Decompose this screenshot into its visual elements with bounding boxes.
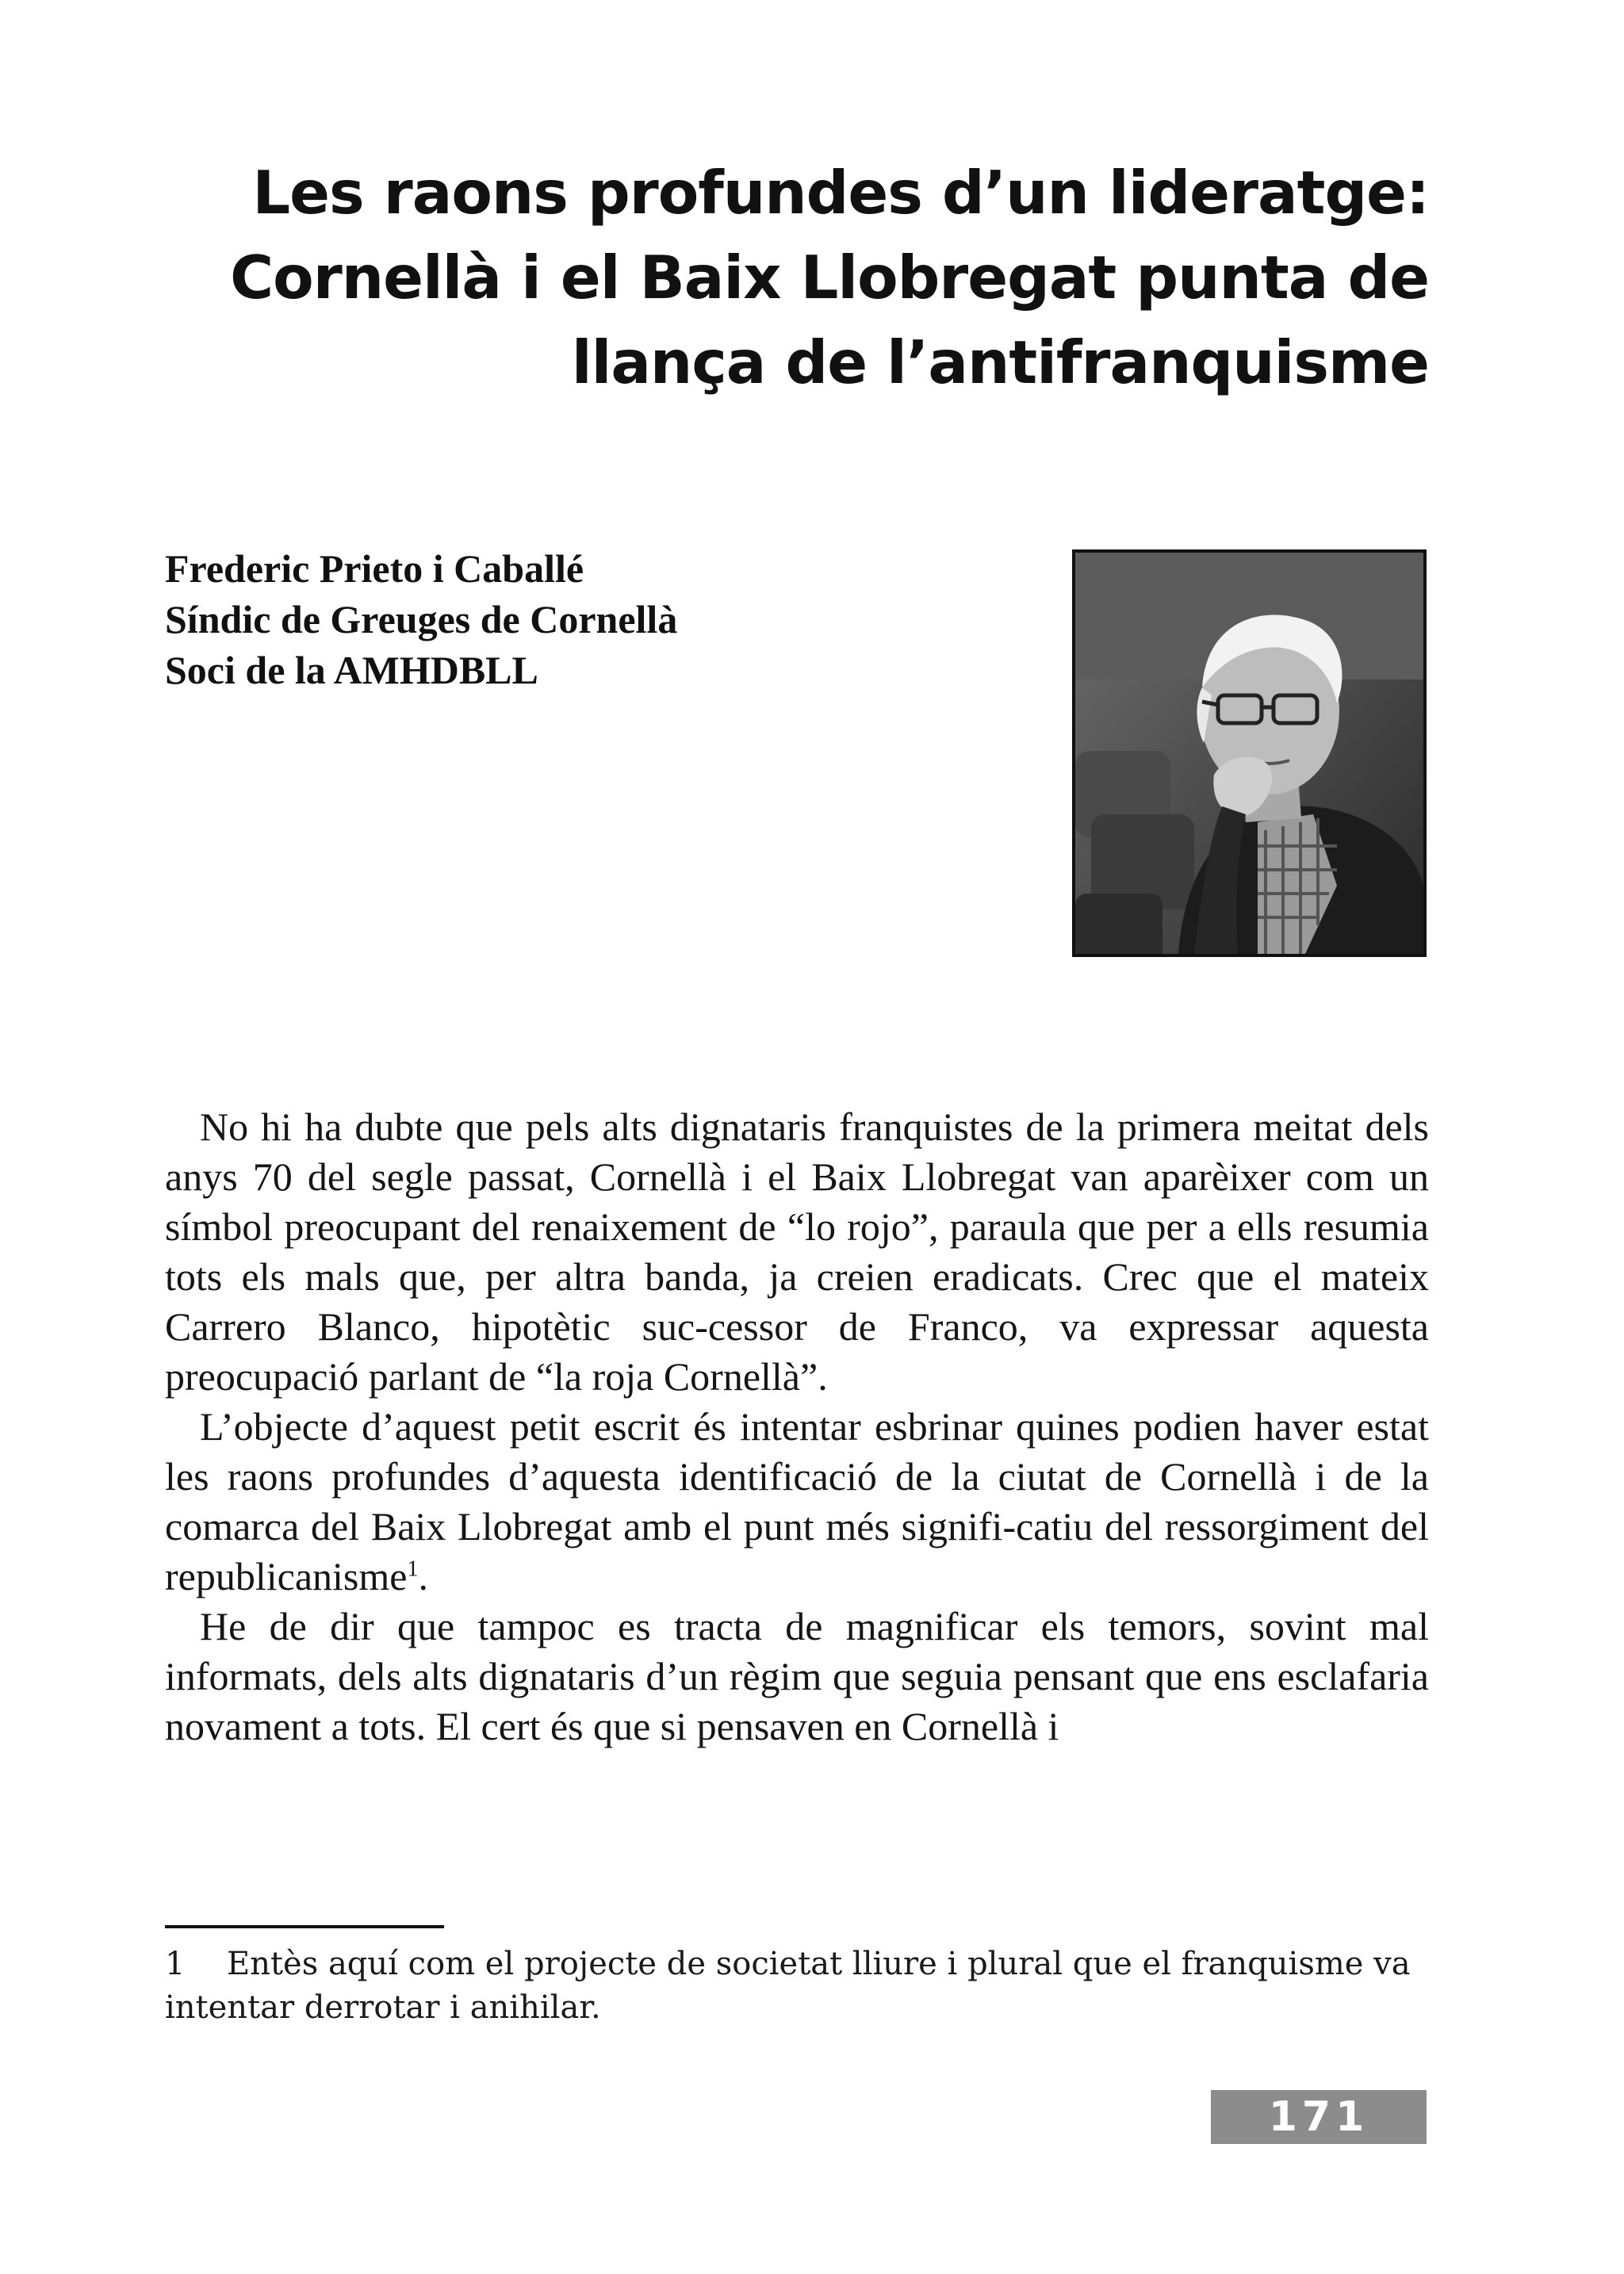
title-line-1: Les raons profundes d’un lideratge: bbox=[252, 158, 1429, 228]
author-role: Síndic de Greuges de Cornellà bbox=[165, 597, 678, 641]
page-number: 171 bbox=[1211, 2090, 1427, 2144]
footnote-reference[interactable]: 1 bbox=[407, 1556, 419, 1582]
footnote-divider bbox=[165, 1925, 444, 1928]
article-title bbox=[159, 151, 1429, 405]
body-paragraph-1: No hi ha dubte que pels alts dignataris franquistes de la primera meitat dels anys 70 del segle passat, Cornellà i el Baix Llobregat van aparèixer com un símbol preocupant del renaixement de “lo rojo”, paraula que per a ells resumia tots els mals que, per altra banda, ja creien eradicats. Crec que el mateix Carrero Blanco, hipotètic suc-cessor de Franco, va expressar aquesta preocupació parlant de “la roja Cornellà”. bbox=[165, 1104, 1429, 1399]
author-photo bbox=[1072, 549, 1427, 957]
author-name: Frederic Prieto i Caballé bbox=[165, 546, 584, 591]
footnote bbox=[165, 1943, 1429, 2030]
footnote-text: Entès aquí com el projecte de societat lliure i plural que el franquisme va intentar derrotar i anihilar. bbox=[165, 1946, 1411, 2026]
author-affiliation: Soci de la AMHDBLL bbox=[165, 648, 538, 692]
body-paragraph-2 bbox=[165, 1402, 1429, 1602]
body-paragraph-3: He de dir que tampoc es tracta de magnificar els temors, sovint mal informats, dels alts dignataris d’un règim que seguia pensant que ens esclafaria novament a tots. El cert és que si pensaven en Cornellà i bbox=[165, 1604, 1429, 1748]
title-line-3: llança de l’antifranquisme bbox=[571, 327, 1429, 397]
footnote-number: 1 bbox=[165, 1946, 186, 1982]
body-paragraph-2-end: . bbox=[418, 1554, 428, 1598]
author-info bbox=[165, 543, 879, 695]
title-line-2: Cornellà i el Baix Llobregat punta de bbox=[230, 243, 1429, 312]
body-paragraph-2-text: L’objecte d’aquest petit escrit és intentar esbrinar quines podien haver estat les raons profundes d’aquesta identificació de la ciutat de Cornellà i de la comarca del Baix Llobregat amb el punt més signifi-catiu del ressorgiment del republicanisme bbox=[165, 1404, 1429, 1598]
article-body bbox=[165, 1102, 1429, 1751]
